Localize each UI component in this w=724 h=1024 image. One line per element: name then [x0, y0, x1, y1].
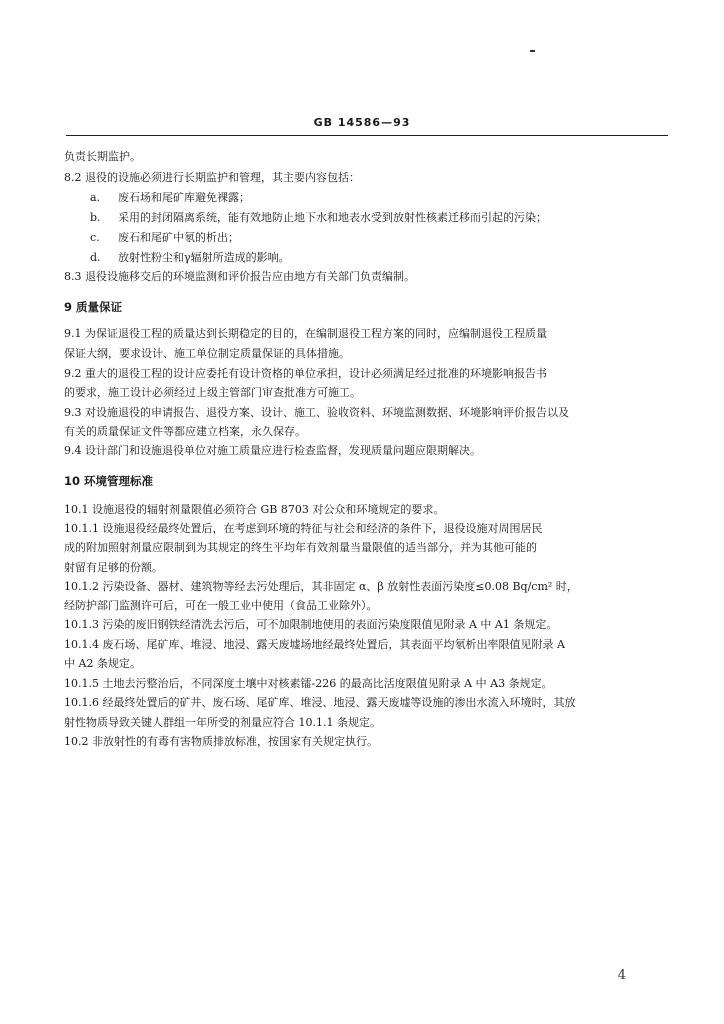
- text-line: 射性物质导致关键人群组一年所受的剂量应符合 10.1.1 条规定。: [64, 716, 381, 729]
- list-item-c: [90, 231, 672, 245]
- list-label: a.: [90, 191, 101, 204]
- scan-speck: [530, 50, 535, 52]
- text-line: 的要求，施工设计必须经过上级主管部门审查批准方可施工。: [64, 386, 361, 399]
- text-line: 经防护部门监测许可后，可在一般工业中使用（食品工业除外）。: [64, 599, 378, 612]
- text-line: 保证大纲，要求设计、施工单位制定质量保证的具体措施。: [64, 347, 350, 360]
- text-line: 成的附加照射剂量应限制到为其规定的终生平均年有效剂量当量限值的适当部分，并为其他可能的: [64, 541, 537, 554]
- text-line: 中 A2 条规定。: [64, 657, 141, 670]
- clause-10-1-6: 10.1.6 经最终处置后的矿井、废石场、尾矿库、堆浸、地浸、露天废墟等设施的渗出水流入环境时，其放: [64, 696, 576, 709]
- list-item-b: [90, 211, 672, 225]
- page-header: GB 14586—93: [313, 116, 411, 129]
- text-line: 负责长期监护。: [64, 150, 141, 163]
- list-text: 废石和尾矿中氡的析出；: [118, 231, 239, 244]
- clause-9-3: 9.3 对设施退役的申请报告、退役方案、设计、施工、验收资料、环境监测数据、环境影响评价报告以及: [64, 406, 569, 419]
- clause-9-1: 9.1 为保证退役工程的质量达到长期稳定的目的，在编制退役工程方案的同时，应编制退役工程质量: [64, 327, 547, 340]
- page-number: 4: [617, 968, 626, 983]
- list-label: b.: [90, 211, 101, 224]
- clause-10-1-1: 10.1.1 设施退役经最终处置后，在考虑到环境的特征与社会和经济的条件下，退役设施对周围居民: [64, 522, 543, 535]
- clause-9-4: 9.4 设计部门和设施退役单位对施工质量应进行检查监督，发现质量问题应限期解决。: [64, 444, 481, 457]
- clause-8-3: 8.3 退役设施移交后的环境监测和评价报告应由地方有关部门负责编制。: [64, 270, 415, 283]
- header-rule: [66, 135, 668, 136]
- text-line: 射留有足够的份额。: [64, 561, 163, 574]
- clause-10-1-4: 10.1.4 废石场、尾矿库、堆浸、地浸、露天废墟场地经最终处置后，其表面平均氡析出率限值见附录 A: [64, 638, 565, 651]
- text-line: 有关的质量保证文件等都应建立档案，永久保存。: [64, 425, 306, 438]
- clause-10-1: 10.1 设施退役的辐射剂量限值必须符合 GB 8703 对公众和环境规定的要求。: [64, 503, 445, 516]
- clause-10-1-3: 10.1.3 污染的废旧钢铁经清洗去污后，可不加限制地使用的表面污染度限值见附录 A 中 A1 条规定。: [64, 618, 558, 631]
- list-label: d.: [90, 251, 101, 264]
- list-text: 放射性粉尘和γ辐射所造成的影响。: [118, 251, 290, 264]
- list-item-a: [90, 191, 672, 205]
- section-heading-10: 10 环境管理标准: [64, 474, 154, 488]
- section-heading-9: 9 质量保证: [64, 300, 123, 314]
- clause-9-2: 9.2 重大的退役工程的设计应委托有设计资格的单位承担，设计必须满足经过批准的环境影响报告书: [64, 367, 547, 380]
- list-label: c.: [90, 231, 100, 244]
- clause-10-2: 10.2 非放射性的有毒有害物质排放标准，按国家有关规定执行。: [64, 735, 378, 748]
- list-item-d: [90, 251, 672, 265]
- clause-8-2: 8.2 退役的设施必须进行长期监护和管理，其主要内容包括：: [64, 171, 360, 184]
- clause-10-1-2: 10.1.2 污染设备、器材、建筑物等经去污处理后，其非固定 α、β 放射性表面污染度≤0.08 Bq/cm² 时，: [64, 580, 578, 593]
- list-text: 废石场和尾矿库避免裸露；: [118, 191, 250, 204]
- list-text: 采用的封闭隔离系统，能有效地防止地下水和地表水受到放射性核素迁移而引起的污染；: [118, 211, 547, 224]
- clause-10-1-5: 10.1.5 土地去污整治后，不同深度土壤中对核素镭-226 的最高比活度限值见附录 A 中 A3 条规定。: [64, 677, 553, 690]
